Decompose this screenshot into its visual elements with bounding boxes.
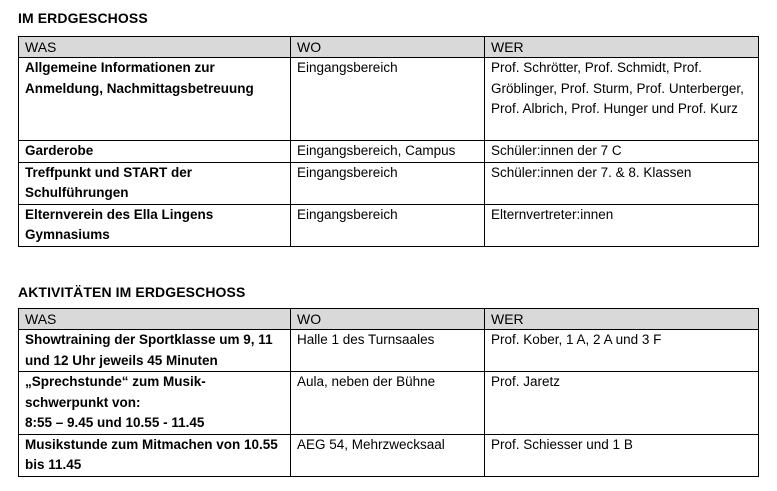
table-row (19, 330, 759, 372)
cell-wo: Eingangsbereich, Campus (291, 141, 485, 163)
header-wo: WO (291, 37, 485, 58)
cell-wer: Prof. Kober, 1 A, 2 A und 3 F (485, 330, 759, 372)
table-header-row (19, 309, 759, 330)
table-header-row (19, 37, 759, 58)
cell-wo: AEG 54, Mehrzwecksaal (291, 434, 485, 476)
cell-was (19, 372, 291, 435)
cell-was: Showtraining der Sportklasse um 9, 11 und 12 Uhr jeweils 45 Minuten (19, 330, 291, 372)
table-row (19, 434, 759, 476)
cell-wo: Eingangsbereich (291, 162, 485, 204)
header-was: WAS (19, 37, 291, 58)
section-title-erdgeschoss: IM ERDGESCHOSS (18, 10, 148, 26)
table-row (19, 58, 759, 141)
cell-wo: Halle 1 des Turnsaales (291, 330, 485, 372)
cell-was: Elternverein des Ella Lingens Gymnasiums (19, 204, 291, 246)
cell-wer: Schüler:innen der 7 C (485, 141, 759, 163)
cell-wo: Eingangsbereich (291, 204, 485, 246)
cell-was: Musikstunde zum Mitmachen von 10.55 bis 11.45 (19, 434, 291, 476)
table-row (19, 372, 759, 435)
header-wer: WER (485, 309, 759, 330)
header-wer: WER (485, 37, 759, 58)
section-title-aktivitaeten: AKTIVITÄTEN IM ERDGESCHOSS (18, 284, 246, 300)
cell-wer: Prof. Schiesser und 1 B (485, 434, 759, 476)
cell-was: Treffpunkt und START der Schulführungen (19, 162, 291, 204)
cell-wer: Prof. Schrötter, Prof. Schmidt, Prof. Gröblinger, Prof. Sturm, Prof. Unterberger, Prof. Albrich, Prof. Hunger und Prof. Kurz (485, 58, 759, 141)
table-row (19, 204, 759, 246)
table-row (19, 162, 759, 204)
cell-wer: Elternvertreter:innen (485, 204, 759, 246)
table-row (19, 141, 759, 163)
table-erdgeschoss (18, 36, 759, 247)
header-was: WAS (19, 309, 291, 330)
cell-wer: Prof. Jaretz (485, 372, 759, 435)
cell-wo: Eingangsbereich (291, 58, 485, 141)
table-aktivitaeten (18, 308, 759, 477)
cell-wer: Schüler:innen der 7. & 8. Klassen (485, 162, 759, 204)
cell-was-line: „Sprechstunde“ zum Musik-schwerpunkt von: (25, 374, 206, 410)
cell-was: Allgemeine Informationen zur Anmeldung, Nachmittagsbetreuung (19, 58, 291, 141)
header-wo: WO (291, 309, 485, 330)
cell-was-line: 8:55 – 9.45 und 10.55 - 11.45 (25, 415, 205, 430)
cell-was: Garderobe (19, 141, 291, 163)
cell-wo: Aula, neben der Bühne (291, 372, 485, 435)
